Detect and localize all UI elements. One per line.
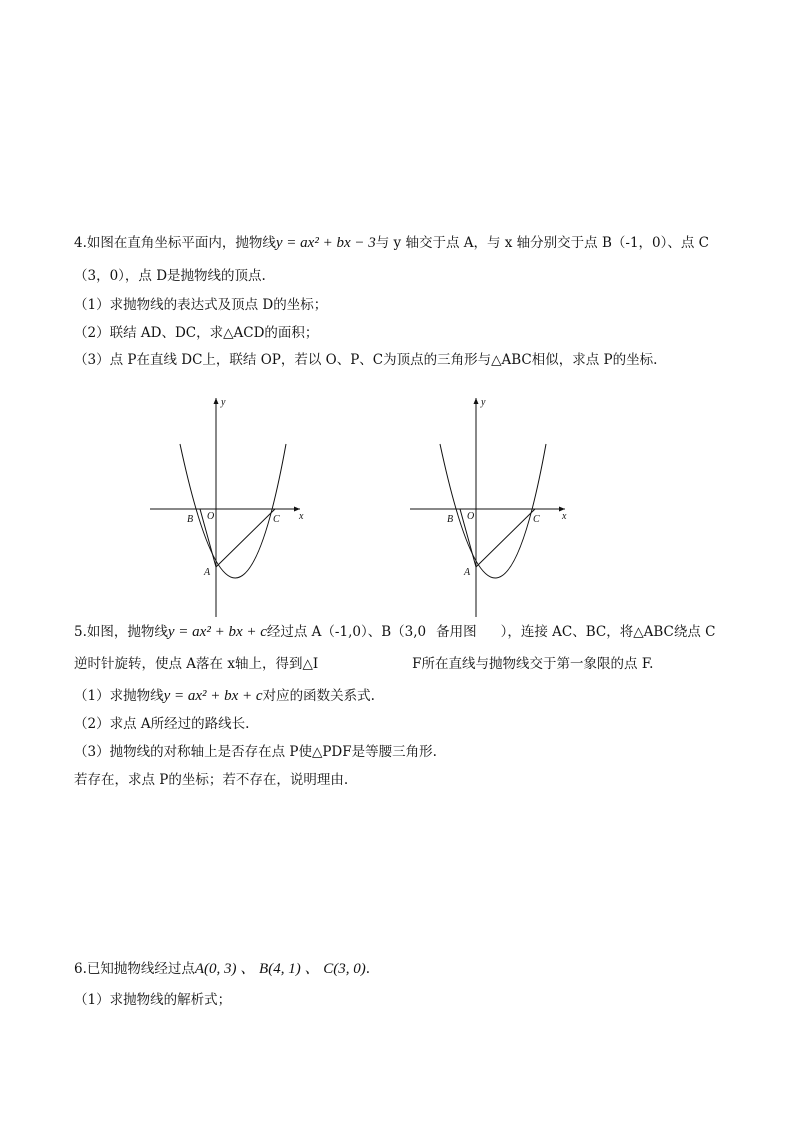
label-o: O xyxy=(207,511,215,522)
q4-intro-cont: 与 y 轴交于点 A，与 x 轴分别交于点 B（-1，0）、点 C xyxy=(375,235,710,251)
label-x: x xyxy=(562,511,567,522)
parabola-curve xyxy=(180,444,286,578)
label-c: C xyxy=(273,514,280,525)
q5-part-1-lead: （1）求抛物线 xyxy=(74,688,164,704)
parabola-curve xyxy=(440,444,546,578)
q5-intro-cont: ），连接 AC、BC，将△ABC绕点 C xyxy=(500,624,716,640)
backup-figure-caption: 备用图 xyxy=(436,624,477,640)
q6-line-1 xyxy=(74,960,370,978)
q5-line-2 xyxy=(74,655,653,673)
q5-rotation-text: 逆时针旋转，使点 A落在 x轴上，得到△I xyxy=(74,656,319,672)
label-y: y xyxy=(481,397,486,408)
q6-intro: 6.已知抛物线经过点 xyxy=(74,961,195,977)
figure-left xyxy=(140,392,320,626)
parabola-figure-right xyxy=(400,392,580,622)
y-axis-arrow xyxy=(474,398,479,404)
q5-intro: 5.如图，抛物线 xyxy=(74,624,168,640)
y-axis-arrow xyxy=(214,398,219,404)
q5-part-3-cont: 若存在，求点 P的坐标；若不存在，说明理由. xyxy=(74,772,349,788)
label-a: A xyxy=(204,567,211,578)
q5-equation: y = ax² + bx + c xyxy=(167,624,267,640)
q5-line-1 xyxy=(74,623,715,641)
label-x: x xyxy=(299,511,304,522)
q5-part-2: （2）求点 A所经过的路线长. xyxy=(74,716,250,732)
q4-equation: y = ax² + bx − 3 xyxy=(275,235,376,251)
q5-part-1-equation: y = ax² + bx + c xyxy=(163,688,263,704)
q6-part-1: （1）求抛物线的解析式； xyxy=(74,992,232,1008)
parabola-figure-left xyxy=(140,392,320,622)
q4-line-2: （3，0），点 D是抛物线的顶点. xyxy=(74,268,266,284)
segment-ac xyxy=(476,509,535,567)
label-c: C xyxy=(533,514,540,525)
q6-period: . xyxy=(365,961,370,977)
label-o: O xyxy=(467,511,475,522)
label-b: B xyxy=(447,514,454,525)
q5-rotation-text-cont: F所在直线与抛物线交于第一象限的点 F. xyxy=(412,656,654,672)
q4-line-1 xyxy=(74,234,709,252)
label-y: y xyxy=(221,397,226,408)
q4-intro: 4.如图在直角坐标平面内，抛物线 xyxy=(74,235,276,251)
q4-part-3: （3）点 P在直线 DC上，联结 OP，若以 O、P、C为顶点的三角形与△ABC相似，求点 P的坐标. xyxy=(74,352,658,368)
q5-points: 经过点 A（-1,0）、B（3,0 xyxy=(266,624,427,640)
label-a: A xyxy=(464,567,471,578)
q5-part-1-tail: 对应的函数关系式. xyxy=(262,688,375,704)
q5-part-1 xyxy=(74,687,375,705)
label-b: B xyxy=(187,514,194,525)
q5-part-3: （3）抛物线的对称轴上是否存在点 P使△PDF是等腰三角形. xyxy=(74,744,437,760)
figure-right xyxy=(400,392,580,626)
segment-ac xyxy=(216,509,275,567)
q4-part-2: （2）联结 AD、DC，求△ACD的面积； xyxy=(74,325,319,341)
q6-points: A(0, 3) 、 B(4, 1) 、 C(3, 0) xyxy=(194,961,366,977)
q4-part-1: （1）求抛物线的表达式及顶点 D的坐标； xyxy=(74,297,328,313)
